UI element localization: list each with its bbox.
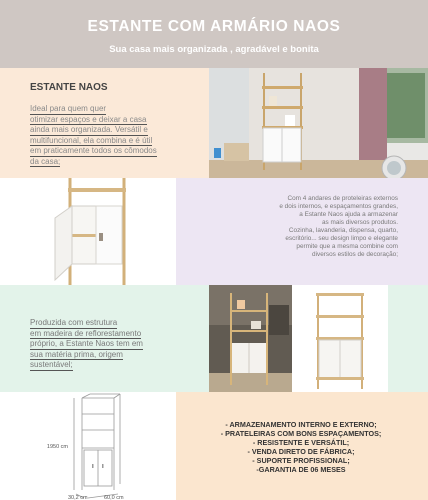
material-description	[30, 318, 190, 371]
page-title: ESTANTE COM ARMÁRIO NAOS	[87, 18, 341, 35]
feature-list	[206, 420, 396, 474]
text-line: sustentável;	[30, 360, 73, 369]
feature-item: - RESISTENTE E VERSÁTIL;	[252, 438, 350, 447]
feature-item: - PRATELEIRAS COM BONS ESPAÇAMENTOS;	[220, 429, 382, 438]
text-line: multifuncional, ela combina e é útil	[30, 135, 153, 145]
header-banner	[0, 0, 428, 68]
feature-item: - ARMAZENAMENTO INTERNO E EXTERNO;	[225, 420, 377, 429]
text-line: as mais diversos produtos.	[321, 219, 398, 226]
text-line: a Estante Naos ajuda a armazenar	[299, 211, 398, 218]
width-dimension-label: 60,0 cm	[104, 495, 124, 500]
intro-description	[30, 104, 200, 167]
text-line: escritório... seu design limpo e elegante	[285, 235, 398, 242]
text-line: sua matéria prima, origem	[30, 349, 123, 359]
room-photo	[209, 68, 428, 178]
text-line: Cozinha, lavanderia, dispensa, quarto,	[288, 227, 398, 234]
depth-dimension-label: 30,2 cm	[68, 495, 88, 500]
text-line: próprio, a Estante Naos tem em	[30, 339, 143, 348]
text-line: permite que a mesma combine com	[296, 243, 398, 250]
feature-item: -GARANTIA DE 06 MESES	[256, 465, 346, 474]
feature-item: - SUPORTE PROFISSIONAL;	[252, 456, 350, 465]
text-line: da casa;	[30, 156, 61, 166]
text-line: Produzida com estrutura	[30, 318, 118, 327]
section-intro	[0, 68, 428, 178]
text-line: ainda mais organizada. Versátil e	[30, 125, 148, 134]
section-shelves	[0, 178, 428, 285]
height-dimension-label: 1950 cm	[46, 444, 68, 450]
product-front-image	[292, 285, 388, 392]
text-line: otimizar espaços e deixar a casa	[30, 114, 147, 124]
text-line: diversos estilos de decoração;	[312, 251, 398, 258]
text-line: em praticamente todos os cômodos	[30, 146, 157, 155]
dimension-diagram	[0, 392, 176, 500]
feature-item: - VENDA DIRETO DE FÁBRICA;	[247, 447, 355, 456]
text-line: em madeira de reflorestamento	[30, 328, 142, 338]
section-heading: ESTANTE NAOS	[30, 82, 108, 93]
product-closeup-image	[0, 178, 176, 285]
kitchen-photo	[209, 285, 292, 392]
shelves-description	[208, 195, 398, 259]
section-specs	[0, 392, 428, 500]
page-subtitle: Sua casa mais organizada , agradável e bonita	[109, 44, 319, 55]
section-material	[0, 285, 428, 392]
text-line: Com 4 andares de proteleiras externos	[287, 195, 398, 202]
text-line: e dois internos, e espaçamentos grandes,	[279, 203, 398, 210]
text-line: Ideal para quem quer	[30, 104, 107, 113]
